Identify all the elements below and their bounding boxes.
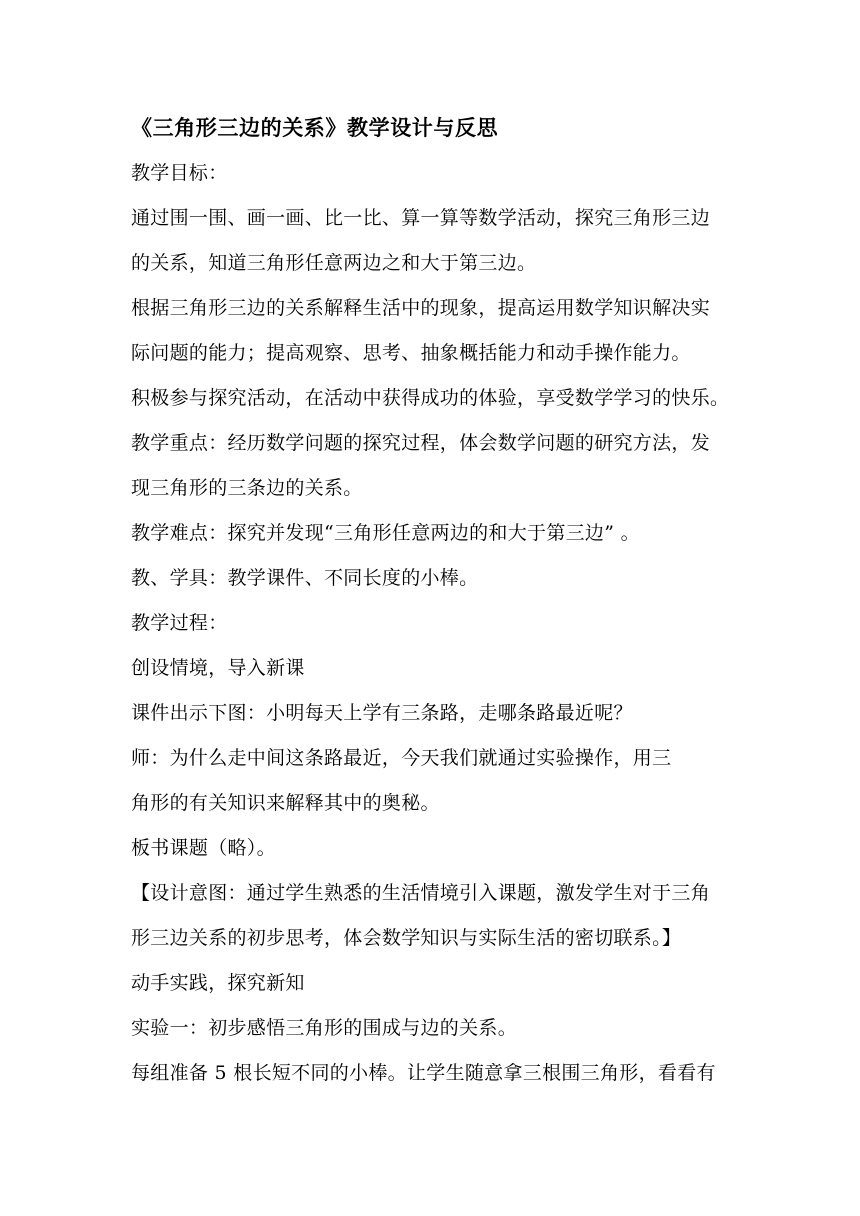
paragraph-line: 实验一：初步感悟三角形的围成与边的关系。 (131, 1017, 518, 1039)
paragraph-line: 教学难点：探究并发现“三角形任意两边的和大于第三边” 。 (131, 522, 640, 544)
section-heading: 动手实践，探究新知 (131, 972, 305, 994)
paragraph-line: 每组准备 5 根长短不同的小棒。让学生随意拿三根围三角形，看看有 (131, 1062, 716, 1084)
paragraph-line: 教学重点：经历数学问题的探究过程，体会数学问题的研究方法，发 (131, 432, 711, 454)
paragraph-line: 际问题的能力；提高观察、思考、抽象概括能力和动手操作能力。 (131, 342, 691, 364)
paragraph-line: 形三边关系的初步思考，体会数学知识与实际生活的密切联系。】 (131, 927, 682, 949)
paragraph-line: 根据三角形三边的关系解释生活中的现象，提高运用数学知识解决实 (131, 297, 711, 319)
paragraph-line: 教、学具：教学课件、不同长度的小棒。 (131, 567, 479, 589)
paragraph-line: 积极参与探究活动，在活动中获得成功的体验，享受数学学习的快乐。 (131, 387, 730, 409)
paragraph-line: 通过围一围、画一画、比一比、算一算等数学活动，探究三角形三边 (131, 207, 711, 229)
paragraph-line: 师：为什么走中间这条路最近，今天我们就通过实验操作，用三 (131, 747, 672, 769)
paragraph-line: 教学过程： (131, 612, 228, 634)
document-title: 《三角形三边的关系》教学设计与反思 (131, 115, 499, 140)
paragraph-line: 教学目标： (131, 162, 228, 184)
paragraph-line: 【设计意图：通过学生熟悉的生活情境引入课题，激发学生对于三角 (131, 882, 711, 904)
paragraph-line: 现三角形的三条边的关系。 (131, 477, 363, 499)
section-heading: 创设情境，导入新课 (131, 657, 305, 679)
paragraph-line: 板书课题（略）。 (131, 837, 276, 859)
paragraph-line: 角形的有关知识来解释其中的奥秘。 (131, 792, 440, 814)
paragraph-line: 课件出示下图：小明每天上学有三条路，走哪条路最近呢？ (131, 702, 633, 724)
paragraph-line: 的关系，知道三角形任意两边之和大于第三边。 (131, 252, 537, 274)
